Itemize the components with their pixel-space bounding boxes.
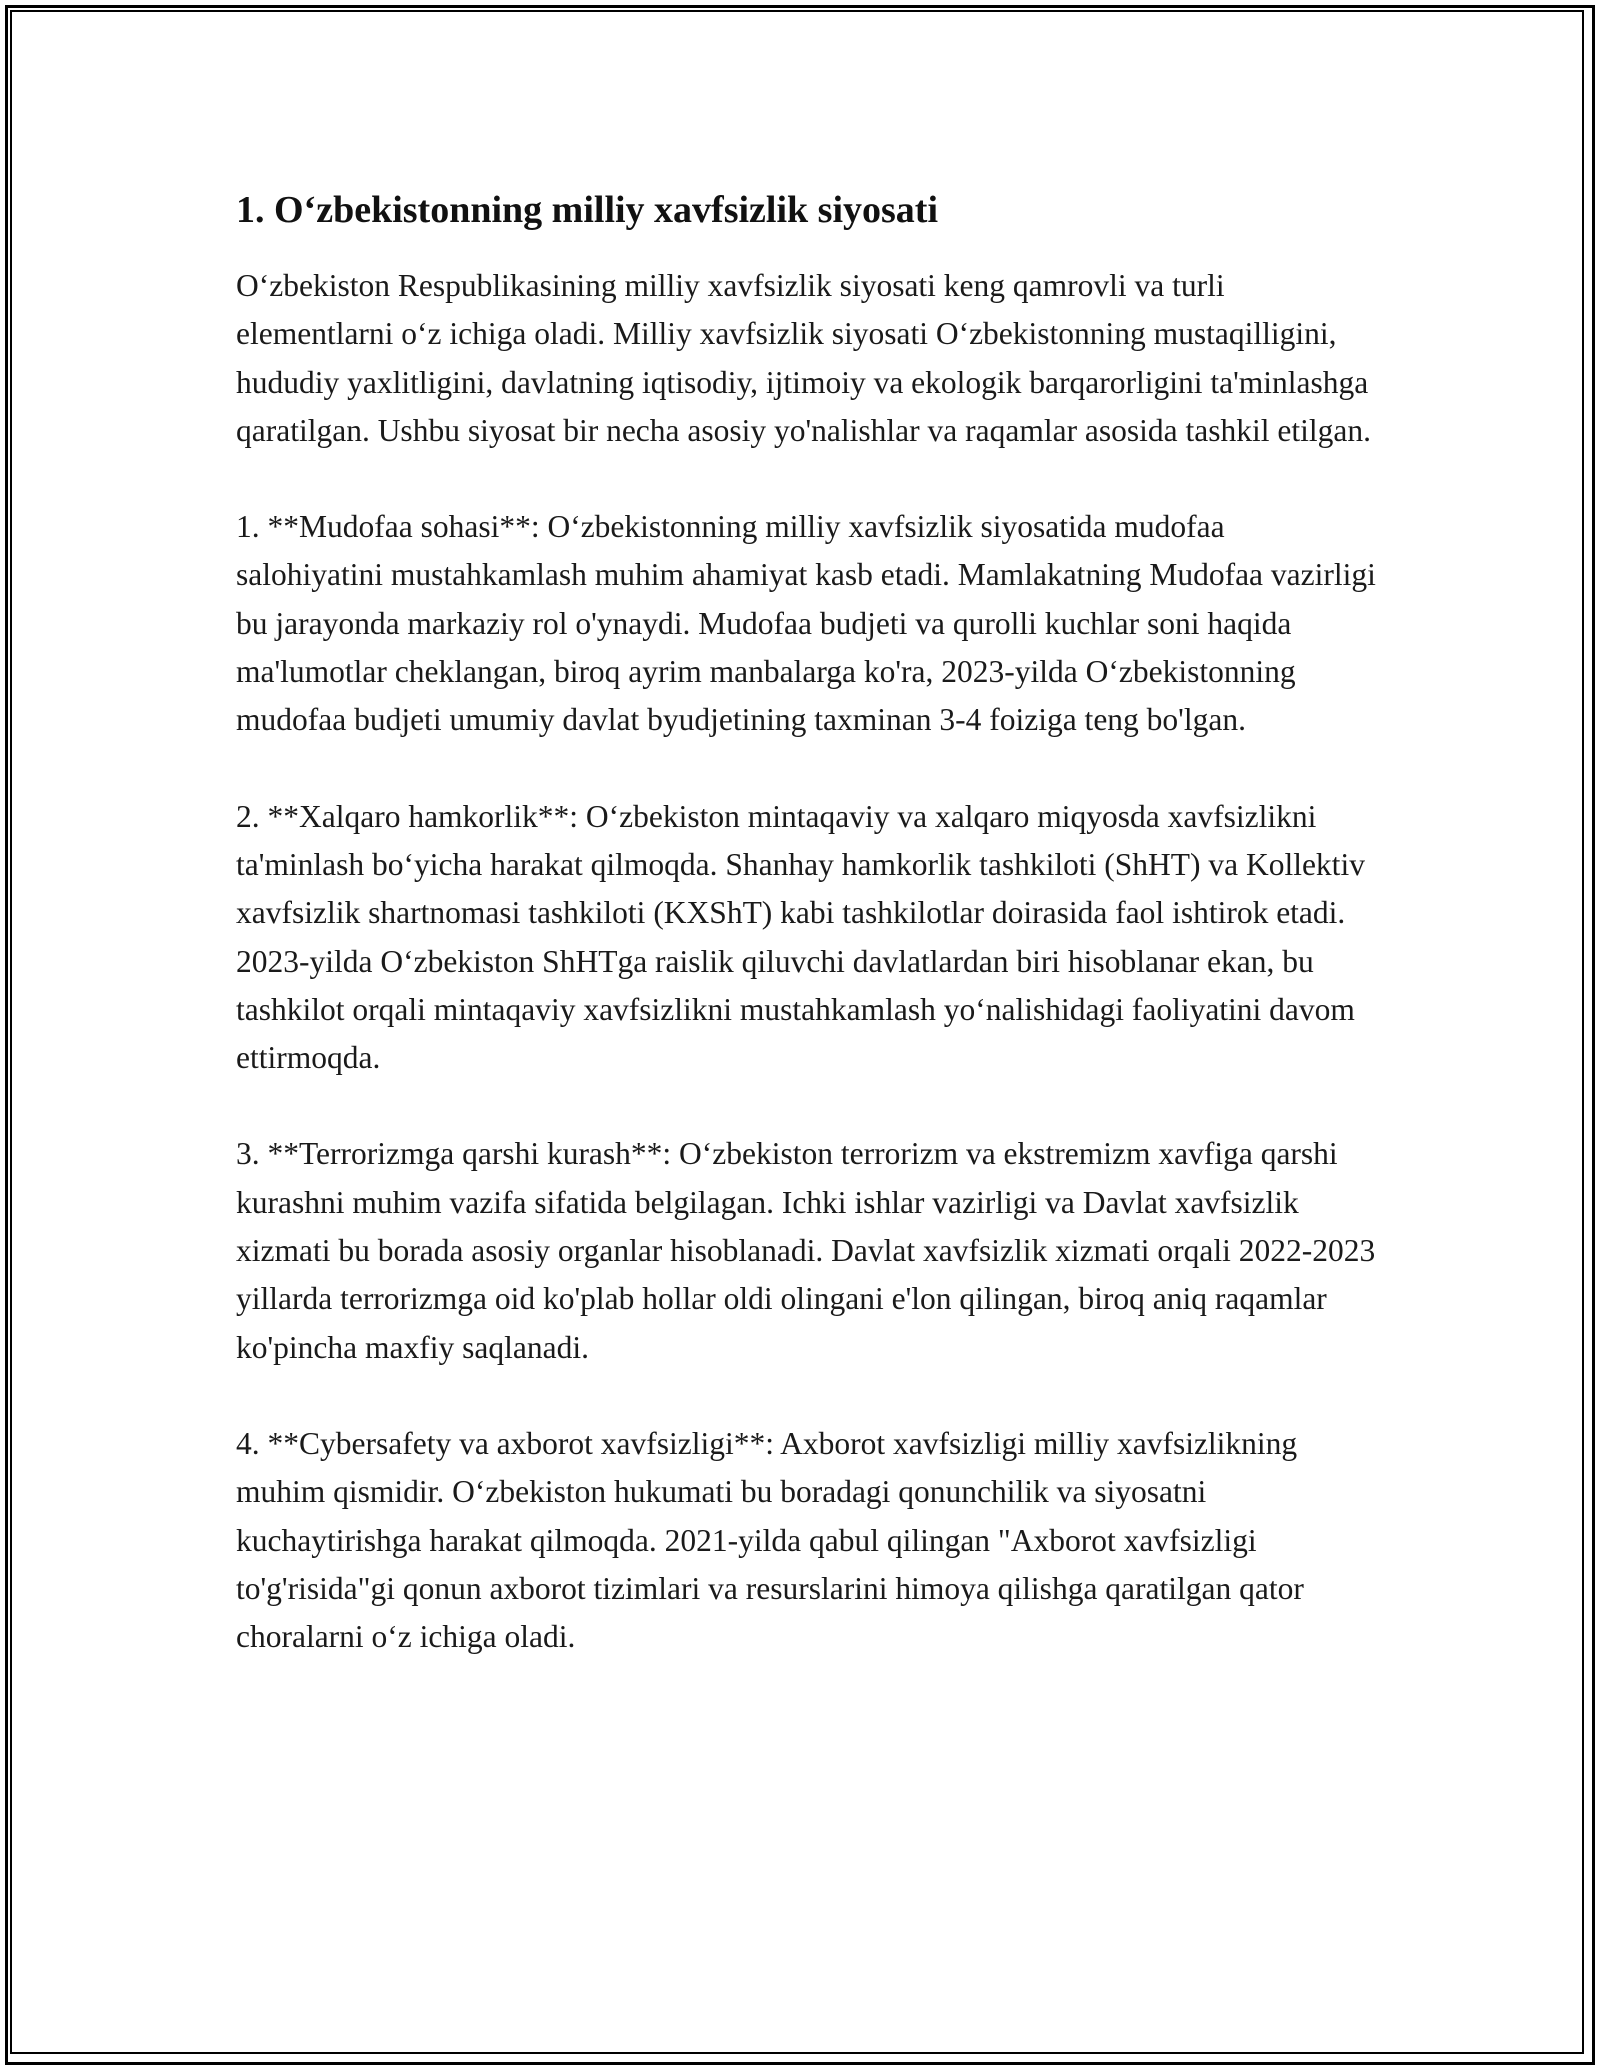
section-international-cooperation-paragraph: 2. **Xalqaro hamkorlik**: O‘zbekiston mintaqaviy va xalqaro miqyosda xavfsizlikni ta'minlash bo‘yicha harakat qilmoqda. Shanhay hamkorlik tashkiloti (ShHT) va Kollektiv xavfsizlik shartnomasi tashkiloti (KXShT) kabi tashkilotlar doirasida faol ishtirok etadi. 2023-yilda O‘zbekiston ShHTga raislik qiluvchi davlatlardan biri hisoblanar ekan, bu tashkilot orqali mintaqaviy xavfsizlikni mustahkamlash yo‘nalishidagi faoliyatini davom ettirmoqda. [236,798,1365,1076]
document-body [236,186,1376,1709]
section-defense-paragraph: 1. **Mudofaa sohasi**: O‘zbekistonning milliy xavfsizlik siyosatida mudofaa salohiyatini mustahkamlash muhim ahamiyat kasb etadi. Mamlakatning Mudofaa vazirligi bu jarayonda markaziy rol o'ynaydi. Mudofaa budjeti va qurolli kuchlar soni haqida ma'lumotlar cheklangan, biroq ayrim manbalarga ko'ra, 2023-yilda O‘zbekistonning mudofaa budjeti umumiy davlat byudjetining taxminan 3-4 foiziga teng bo'lgan. [236,509,1376,738]
section-cybersafety-paragraph: 4. **Cybersafety va axborot xavfsizligi**: Axborot xavfsizligi milliy xavfsizlikning muhim qismidir. O‘zbekiston hukumati bu boradagi qonunchilik va siyosatni kuchaytirishga harakat qilmoqda. 2021-yilda qabul qilingan "Axborot xavfsizligi to'g'risida"gi qonun axborot tizimlari va resurslarini himoya qilishga qaratilgan qator choralarni o‘z ichiga oladi. [236,1425,1304,1655]
intro-paragraph: O‘zbekiston Respublikasining milliy xavfsizlik siyosati keng qamrovli va turli elementlarni o‘z ichiga oladi. Milliy xavfsizlik siyosati O‘zbekistonning mustaqilligini, hududiy yaxlitligini, davlatning iqtisodiy, ijtimoiy va ekologik barqarorligini ta'minlashga qaratilgan. Ushbu siyosat bir necha asosiy yo'nalishlar va raqamlar asosida tashkil etilgan. [236,268,1371,448]
section-counter-terrorism-paragraph: 3. **Terrorizmga qarshi kurash**: O‘zbekiston terrorizm va ekstremizm xavfiga qarshi kurashni muhim vazifa sifatida belgilagan. Ichki ishlar vazirligi va Davlat xavfsizlik xizmati bu borada asosiy organlar hisoblanadi. Davlat xavfsizlik xizmati orqali 2022-2023 yillarda terrorizmga oid ko'plab hollar oldi olingani e'lon qilingan, biroq aniq raqamlar ko'pincha maxfiy saqlanadi. [236,1136,1376,1365]
document-title: 1. O‘zbekistonning milliy xavfsizlik siyosati [236,189,939,231]
